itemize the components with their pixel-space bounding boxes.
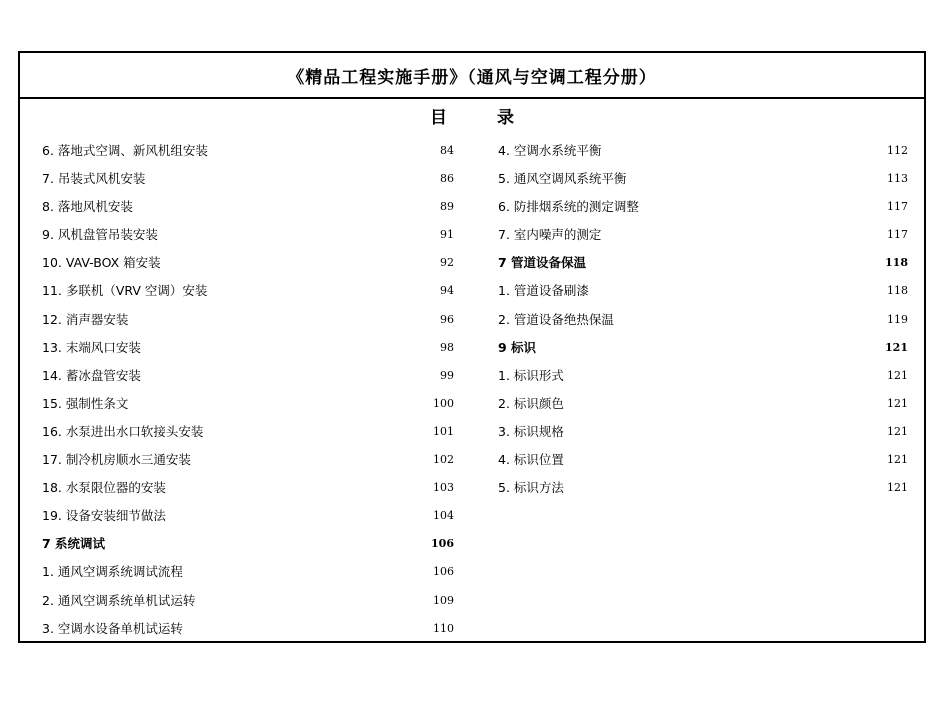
toc-entry-label: 7. 室内噪声的测定 (498, 227, 602, 243)
toc-section-heading[interactable] (42, 530, 454, 558)
toc-entry-page-number: 106 (431, 537, 454, 551)
toc-entry-label: 7 管道设备保温 (498, 255, 587, 271)
toc-entry[interactable] (42, 558, 454, 586)
toc-entry-page-number: 121 (885, 340, 908, 354)
toc-entry[interactable] (42, 446, 454, 474)
toc-entry-page-number: 94 (440, 284, 454, 298)
toc-entry-label: 3. 空调水设备单机试运转 (42, 620, 183, 636)
toc-entry-page-number: 106 (433, 565, 454, 579)
toc-entry-page-number: 117 (887, 200, 908, 214)
toc-entry-label: 19. 设备安装细节做法 (42, 508, 166, 524)
toc-entry-label: 14. 蓄冰盘管安装 (42, 367, 141, 383)
toc-entry[interactable] (42, 502, 454, 530)
toc-entry-label: 11. 多联机（VRV 空调）安装 (42, 283, 208, 299)
document-title: 《精品工程实施手册》（通风与空调工程分册） (20, 53, 924, 99)
toc-entry[interactable] (42, 334, 454, 362)
toc-entry-label: 5. 标识方法 (498, 480, 564, 496)
toc-entry-label: 2. 管道设备绝热保温 (498, 311, 614, 327)
toc-entry-label: 6. 防排烟系统的测定调整 (498, 199, 639, 215)
toc-entry[interactable] (42, 249, 454, 277)
toc-entry-label: 18. 水泵限位器的安装 (42, 480, 166, 496)
toc-section-heading[interactable] (498, 249, 908, 277)
toc-entry[interactable] (42, 193, 454, 221)
toc-entry-label: 7. 吊装式风机安装 (42, 171, 146, 187)
toc-entry-page-number: 101 (433, 424, 454, 438)
toc-entry-page-number: 86 (440, 172, 454, 186)
toc-entry-label: 1. 管道设备刷漆 (498, 283, 589, 299)
toc-entry[interactable] (498, 474, 908, 502)
toc-entry-label: 13. 末端风口安装 (42, 339, 141, 355)
toc-entry-label: 4. 空调水系统平衡 (498, 143, 602, 158)
toc-entry[interactable] (42, 390, 454, 418)
toc-entry[interactable] (42, 615, 454, 643)
toc-entry[interactable] (498, 277, 908, 305)
toc-entry[interactable] (498, 193, 908, 221)
toc-entry-label: 12. 消声器安装 (42, 311, 129, 327)
toc-entry-label: 1. 通风空调系统调试流程 (42, 564, 183, 580)
toc-entry-label: 6. 落地式空调、新风机组安装 (42, 143, 208, 158)
toc-entry[interactable] (42, 362, 454, 390)
toc-entry-label: 5. 通风空调风系统平衡 (498, 171, 627, 187)
toc-entry-label: 4. 标识位置 (498, 452, 564, 468)
toc-left-column (42, 137, 454, 643)
toc-entry-page-number: 100 (433, 396, 454, 410)
toc-heading (20, 103, 924, 131)
toc-entry[interactable] (42, 474, 454, 502)
toc-entry-label: 9 标识 (498, 339, 537, 355)
toc-heading-char-1: 目 (430, 108, 447, 128)
toc-entry-page-number: 98 (440, 340, 454, 354)
toc-entry[interactable] (42, 165, 454, 193)
toc-entry-page-number: 89 (440, 200, 454, 214)
toc-right-column (498, 137, 908, 502)
toc-entry-label: 2. 标识颜色 (498, 395, 564, 411)
toc-entry[interactable] (498, 418, 908, 446)
toc-entry[interactable] (42, 137, 454, 165)
toc-entry-page-number: 102 (433, 453, 454, 467)
toc-entry-page-number: 121 (887, 424, 908, 438)
toc-entry-label: 17. 制冷机房顺水三通安装 (42, 452, 191, 468)
toc-entry-label: 3. 标识规格 (498, 423, 564, 439)
toc-entry-page-number: 112 (887, 144, 908, 157)
toc-entry-page-number: 113 (887, 172, 908, 186)
toc-entry-label: 10. VAV-BOX 箱安装 (42, 255, 161, 271)
toc-entry-page-number: 96 (440, 312, 454, 326)
toc-entry[interactable] (498, 137, 908, 165)
toc-entry-label: 2. 通风空调系统单机试运转 (42, 592, 196, 608)
toc-entry-label: 8. 落地风机安装 (42, 199, 133, 215)
toc-entry-page-number: 121 (887, 396, 908, 410)
toc-entry-page-number: 121 (887, 481, 908, 495)
toc-entry-label: 1. 标识形式 (498, 367, 564, 383)
toc-entry[interactable] (498, 446, 908, 474)
toc-entry-label: 7 系统调试 (42, 536, 106, 552)
toc-entry[interactable] (42, 306, 454, 334)
toc-entry-page-number: 99 (440, 368, 454, 382)
toc-entry[interactable] (42, 587, 454, 615)
toc-entry-page-number: 92 (440, 256, 454, 270)
toc-entry-page-number: 84 (440, 144, 454, 157)
toc-entry[interactable] (498, 390, 908, 418)
toc-entry-page-number: 121 (887, 453, 908, 467)
toc-entry-label: 9. 风机盘管吊装安装 (42, 227, 158, 243)
toc-entry-page-number: 121 (887, 368, 908, 382)
toc-entry-page-number: 119 (887, 312, 908, 326)
toc-entry-page-number: 118 (885, 256, 908, 270)
toc-entry-label: 15. 强制性条文 (42, 395, 129, 411)
toc-entry-page-number: 109 (433, 593, 454, 607)
toc-entry-page-number: 110 (433, 621, 454, 635)
toc-entry[interactable] (498, 306, 908, 334)
toc-entry[interactable] (498, 221, 908, 249)
toc-entry-label: 16. 水泵进出水口软接头安装 (42, 423, 204, 439)
toc-entry-page-number: 103 (433, 481, 454, 495)
toc-section-heading[interactable] (498, 334, 908, 362)
toc-heading-char-2: 录 (497, 108, 514, 128)
toc-entry[interactable] (42, 221, 454, 249)
toc-entry[interactable] (42, 418, 454, 446)
toc-entry-page-number: 91 (440, 228, 454, 242)
toc-entry-page-number: 117 (887, 228, 908, 242)
toc-entry[interactable] (498, 362, 908, 390)
toc-entry-page-number: 118 (887, 284, 908, 298)
toc-entry[interactable] (42, 277, 454, 305)
toc-frame (18, 51, 926, 643)
toc-entry-page-number: 104 (433, 509, 454, 523)
toc-entry[interactable] (498, 165, 908, 193)
